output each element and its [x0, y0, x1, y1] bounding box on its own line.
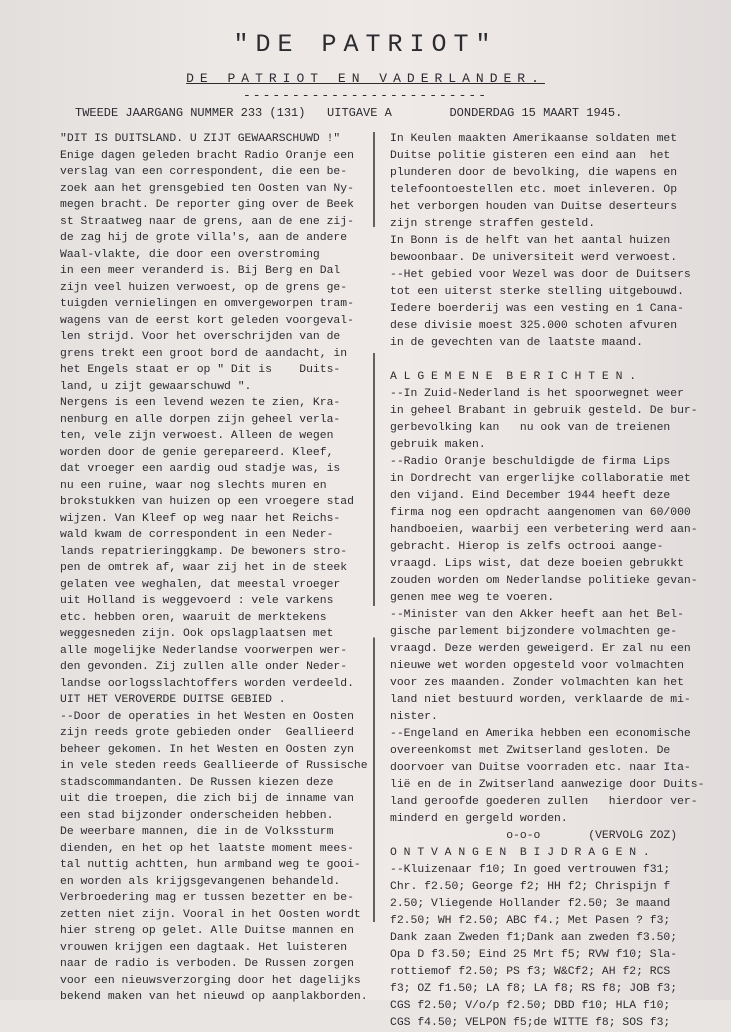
text-line: dienden, en het op het laatste moment mees- — [60, 842, 354, 855]
text-line: overeenkomst met Zwitserland gesloten. De — [390, 745, 671, 757]
text-line: A L G E M E N E B E R I C H T E N . — [390, 371, 637, 383]
text-line: verslag van een correspondent, die een be- — [60, 166, 348, 178]
text-line: land niet bestuurd worden, verklaarde de mi- — [390, 694, 691, 706]
text-line: wagens van de eerst kort geleden voorgeval- — [60, 314, 354, 327]
text-line: --Kluizenaar f10; In goed vertrouwen f31; — [390, 864, 671, 876]
text-line: f2.50; WH f2.50; ABC f4.; Met Pasen ? f3; — [390, 915, 671, 927]
text-line: zijn strenge straffen gesteld. — [390, 218, 596, 230]
text-line: --Radio Oranje beschuldigde de firma Lips — [390, 456, 671, 468]
text-line: Duitse politie gisteren een eind aan het — [390, 150, 671, 162]
text-line: worden door de genie gerepareerd. Kleef, — [60, 446, 334, 459]
text-line: rottiemof f2.50; PS f3; W&Cf2; AH f2; RCS — [390, 966, 671, 978]
text-line: --Door de operaties in het Westen en Oosten — [60, 710, 354, 723]
text-line: De weerbare mannen, die in de Volkssturm — [60, 826, 334, 838]
text-line: in een meer veranderd is. Bij Berg en Dal — [60, 265, 341, 277]
text-line: gebruik maken. — [390, 439, 486, 451]
text-line: de zag hij de grote villa's, aan de andere — [60, 232, 348, 244]
text-line: In Keulen maakten Amerikaanse soldaten met — [390, 133, 678, 145]
text-line: den gevonden. Zij zullen alle onder Neder- — [60, 661, 348, 673]
text-line: Verbroedering mag er tussen bezetter en be- — [60, 892, 354, 904]
text-line: naar de radio is verboden. De Russen zorgen — [60, 958, 354, 970]
text-line: f3; OZ f1.50; LA f8; LA f8; RS f8; JOB f3; — [390, 983, 678, 995]
right-column — [390, 131, 704, 1032]
text-line: uit Holland is weggevoerd : vele varkens — [60, 595, 334, 607]
text-line: --Engeland en Amerika hebben een economische — [390, 728, 691, 740]
text-line: het Engels staat er op " Dit is Duits- — [60, 364, 341, 376]
text-line: gische parlement bijzondere volmachten ge- — [390, 626, 678, 638]
text-line: Enige dagen geleden bracht Radio Oranje een — [60, 149, 354, 162]
text-line: dese divisie moest 325.000 schoten afvuren — [390, 320, 678, 332]
text-line: weggesneden zijn. Ook opslagplaatsen met — [60, 628, 334, 640]
text-line: minderd en gergeld worden. — [390, 813, 568, 825]
text-line: --Minister van den Akker heeft aan het Bel- — [390, 609, 684, 621]
text-line: handboeien, waarbij een verbetering werd aan- — [390, 524, 698, 536]
text-line: vraagd. Deze werden geweigerd. Er zal nu een — [390, 643, 691, 655]
text-line: --Het gebied voor Wezel was door de Duitsers — [390, 269, 691, 281]
text-line: gebracht. Hierop is zelfs octrooi aange- — [390, 541, 664, 553]
text-line: in geheel Brabant in gebruik gesteld. De bur- — [390, 405, 698, 417]
text-line: stadscommandanten. De Russen kiezen deze — [60, 776, 334, 789]
text-line: zijn reeds grote gebieden onder Geallieerd — [60, 727, 354, 739]
text-line: gelaten vee weghalen, dat meestal vroeger — [60, 578, 341, 591]
text-line: en worden als krijgsgevangenen behandeld. — [60, 875, 341, 888]
text-line: tuigden vernielingen en omvergeworpen tram- — [60, 298, 354, 310]
text-line: o-o-o (VERVOLG ZOZ) — [390, 830, 678, 842]
text-line: dat vroeger een aardig oud stadje was, is — [60, 463, 341, 475]
text-line: 2.50; Vliegende Hollander f2.50; 3e maand — [390, 898, 671, 910]
text-line: vrouwen krijgen een dagtaak. Het luisteren — [60, 941, 348, 954]
text-line: zoek aan het grensgebied ten Oosten van Ny- — [60, 182, 354, 195]
text-line: O N T V A N G E N B I J D R A G E N . — [390, 847, 650, 859]
text-line: hier streng op gelet. Alle Duitse mannen en — [60, 925, 354, 937]
text-line: in de gevechten van de laatste maand. — [390, 337, 643, 349]
text-line: vraagd. Lips wist, dat deze boeien gebrukkt — [390, 558, 684, 570]
left-column — [60, 131, 368, 1006]
text-line: uit die troepen, die zich bij de inname van — [60, 793, 354, 805]
text-line: wald kwam de correspondent in een Neder- — [60, 529, 334, 541]
text-line: len strijd. Voor het overschrijden van de — [60, 331, 341, 343]
text-line: megen bracht. De reporter ging over de Beek — [60, 199, 354, 211]
text-line: Chr. f2.50; George f2; HH f2; Chrispijn f — [390, 881, 671, 893]
text-line: bekend maken van het nieuwd op aanplakborden. — [60, 991, 368, 1003]
text-line: genen mee weg te voeren. — [390, 592, 555, 604]
text-line: Dank zaan Zweden f1;Dank aan zweden f3.50; — [390, 932, 678, 944]
text-line: doorvoer van Duitse voorraden etc. naar Ita- — [390, 762, 691, 774]
text-line: wijzen. Van Kleef op weg naar het Reichs- — [60, 512, 341, 525]
text-line: gerbevolking kan nu ook van de treienen — [390, 422, 671, 434]
text-line: UIT HET VEROVERDE DUITSE GEBIED . — [60, 694, 286, 706]
text-line: "DIT IS DUITSLAND. U ZIJT GEWAARSCHUWD !" — [60, 133, 341, 145]
text-line: plunderen door de bevolking, die wapens en — [390, 167, 678, 179]
text-line: den vijand. Eind December 1944 heeft deze — [390, 490, 671, 502]
text-line: voor een nieuwsverzorging door het dagelijks — [60, 974, 361, 987]
text-line — [390, 352, 704, 369]
masthead-rule: ------------------------- — [242, 88, 489, 103]
text-line: brokstukken van huizen op een vroegere stad — [60, 496, 354, 508]
text-line: land, u zijt gewaarschuwd ". — [60, 380, 252, 393]
text-line: zetten niet zijn. Vooral in het Oosten wordt — [60, 908, 361, 921]
text-line: Iedere boerderij was een vesting en 1 Cana- — [390, 303, 684, 315]
text-line: grens trekt een groot bord de aandacht, in — [60, 347, 348, 360]
text-line: etc. hebben oren, waaruit de merktekens — [60, 611, 327, 624]
text-line: in vele steden reeds Geallieerde of Russische — [60, 760, 368, 772]
text-line: In Bonn is de helft van het aantal huizen — [390, 235, 671, 247]
text-line: st Straatweg naar de grens, aan de ene zij- — [60, 215, 354, 228]
text-line: Nergens is een levend wezen te zien, Kra- — [60, 397, 341, 409]
text-line: land geroofde goederen zullen hierdoor ver- — [390, 796, 698, 808]
text-line: nenburg en alle dorpen zijn geheel verla- — [60, 413, 341, 426]
text-line: nister. — [390, 711, 438, 723]
text-line: pen de omtrek af, waar zij het in de steek — [60, 562, 348, 574]
text-line: tot een uiterst sterke stelling uitgebouwd. — [390, 286, 684, 298]
text-line: firma nog een opdracht aangenomen van 60/000 — [390, 507, 691, 519]
text-line: zijn veel huizen verwoest, op de grens ge- — [60, 281, 348, 294]
text-line: telefoontoestellen etc. moet inleveren. Op — [390, 184, 678, 196]
text-line: bewoonbaar. De universiteit werd verwoest. — [390, 252, 678, 264]
text-line: CGS f4.50; VELPON f5;de WITTE f8; SOS f3; — [390, 1017, 671, 1029]
text-line: een stad bijzonder onderscheiden hebben. — [60, 809, 334, 822]
text-line: --In Zuid-Nederland is het spoorwegnet weer — [390, 388, 684, 400]
masthead-title: "DE PATRIOT" — [233, 30, 498, 59]
text-line: landse oorlogsslachtoffers worden verdeeld. — [60, 677, 354, 690]
text-line: lands repatrieringgkamp. De bewoners stro- — [60, 545, 348, 558]
text-line: Waal-vlakte, die door een overstroming — [60, 248, 320, 261]
text-line: nieuwe wet worden opgesteld voor volmachten — [390, 660, 684, 672]
column-divider — [373, 132, 375, 922]
text-line: ten, vele zijn verwoest. Alleen de wegen — [60, 430, 334, 442]
text-line: in Dordrecht van ergerlijke collaboratie met — [390, 473, 691, 485]
text-line: alle mogelijke Nederlandse voorwerpen wer- — [60, 644, 348, 657]
masthead-subtitle: DE PATRIOT EN VADERLANDER. — [186, 71, 545, 86]
text-line: zouden worden om Nederlandse politieke gevan- — [390, 575, 698, 587]
issue-dateline: TWEEDE JAARGANG NUMMER 233 (131) UITGAVE A DONDERDAG 15 MAART 1945. — [75, 106, 623, 120]
text-line: CGS f2.50; V/o/p f2.50; DBD f10; HLA f10; — [390, 1000, 671, 1012]
text-line: voor zes maanden. Zonder volmachten kan het — [390, 677, 684, 689]
text-line: het verborgen houden van Duitse deserteurs — [390, 201, 678, 213]
text-line: tal nuttig achtten, hun armband weg te gooi- — [60, 859, 361, 871]
text-line: Opa D f3.50; Eind 25 Mrt f5; RVW f10; Sla- — [390, 949, 678, 961]
text-line: lië en de in Zwitserland aanwezige door Duits- — [390, 779, 705, 791]
text-line: beheer gekomen. In het Westen en Oosten zyn — [60, 743, 354, 756]
text-line: nu een ruine, waar nog slechts muren en — [60, 479, 327, 492]
